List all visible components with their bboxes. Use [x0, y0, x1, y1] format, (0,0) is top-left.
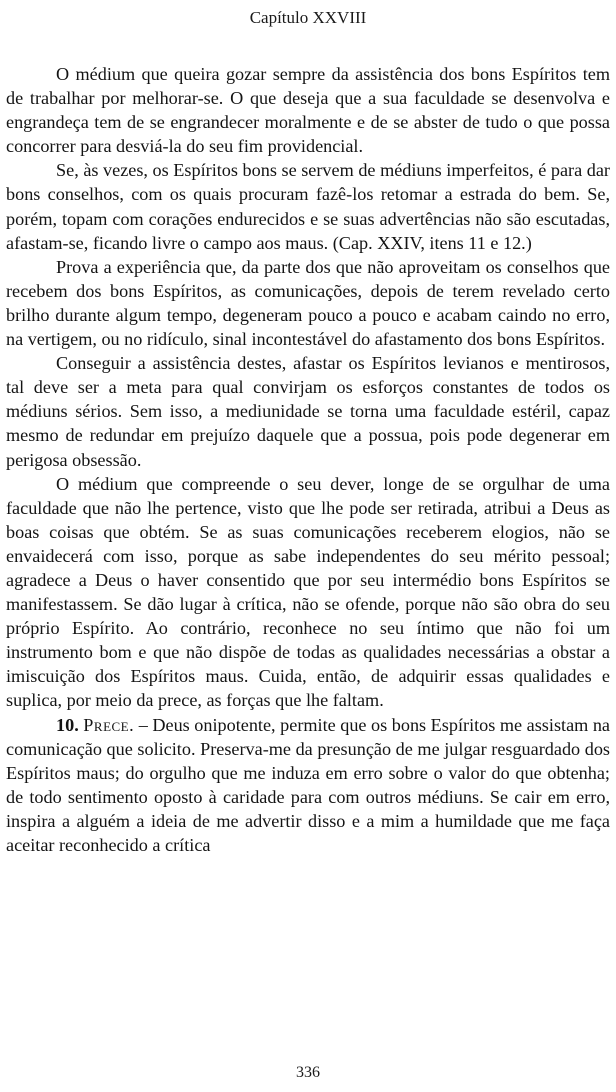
section-title: Prece. [83, 714, 135, 735]
body-text [6, 62, 610, 857]
section-text: – Deus onipotente, permite que os bons Espíritos me assistam na comunicação que solicito. Preserva-me da presunção de me julgar resguardado dos Espíritos maus; do orgulho que me induza em erro sobre o valor do que obtenha; de todo sentimento oposto à caridade para com outros médiuns. Se cair em erro, inspira a alguém a ideia de me advertir disso e a mim a humildade que me faça aceitar reconhecido a crítica [6, 714, 611, 855]
section-number: 10. [56, 714, 79, 735]
paragraph-3: Prova a experiência que, da parte dos que não aproveitam os conselhos que recebem dos bons Espíritos, as comunicações, depois de terem revelado certo brilho durante algum tempo, degeneram pouco a pouco e acabam caindo no erro, na vertigem, ou no ridículo, sinal incontestável do afastamento dos bons Espíritos. [6, 256, 610, 350]
paragraph-5: O médium que compreende o seu dever, longe de se orgulhar de uma faculdade que não lhe pertence, visto que lhe pode ser retirada, atribui a Deus as boas coisas que obtém. Se as suas comunicações receberem elogios, não se envaidecerá com isso, porque as sabe independentes do seu mérito pessoal; agradece a Deus o haver consentido que por seu intermédio bons Espíritos se manifestassem. Se dão lugar à crítica, não se ofende, porque não são obra do seu próprio Espírito. Ao contrário, reconhece no seu íntimo que não foi um instrumento bom e que não dispõe de todas as qualidades necessárias a obstar a imiscuição dos Espíritos maus. Cuida, então, de adquirir essas qualidades e suplica, por meio da prece, as forças que lhe faltam. [6, 473, 610, 711]
paragraph-1: O médium que queira gozar sempre da assistência dos bons Espíritos tem de trabalhar por melhorar-se. O que deseja que a sua faculdade se desenvolva e engrandeça tem de se engrandecer moralmente e de se abster de tudo o que possa concorrer para desviá-la do seu fim providencial. [6, 64, 610, 157]
section-10-paragraph [6, 713, 610, 858]
paragraph-2: Se, às vezes, os Espíritos bons se servem de médiuns imperfeitos, é para dar bons conselhos, com os quais procuram fazê-los retomar a estrada do bem. Se, porém, topam com corações endurecidos e se suas advertências não são escutadas, afastam-se, ficando livre o campo aos maus. (Cap. XXIV, itens 11 e 12.) [6, 160, 610, 253]
page-number: 336 [296, 1064, 320, 1081]
paragraph-4: Conseguir a assistência destes, afastar os Espíritos levianos e mentirosos, tal deve ser a meta para qual convirjam os esforços constantes de todos os médiuns sérios. Sem isso, a mediunidade se torna uma faculdade estéril, capaz mesmo de redundar em prejuízo daquele que a possua, pois pode degenerar em perigosa obsessão. [6, 353, 610, 470]
running-header: Capítulo XXVIII [249, 8, 367, 27]
